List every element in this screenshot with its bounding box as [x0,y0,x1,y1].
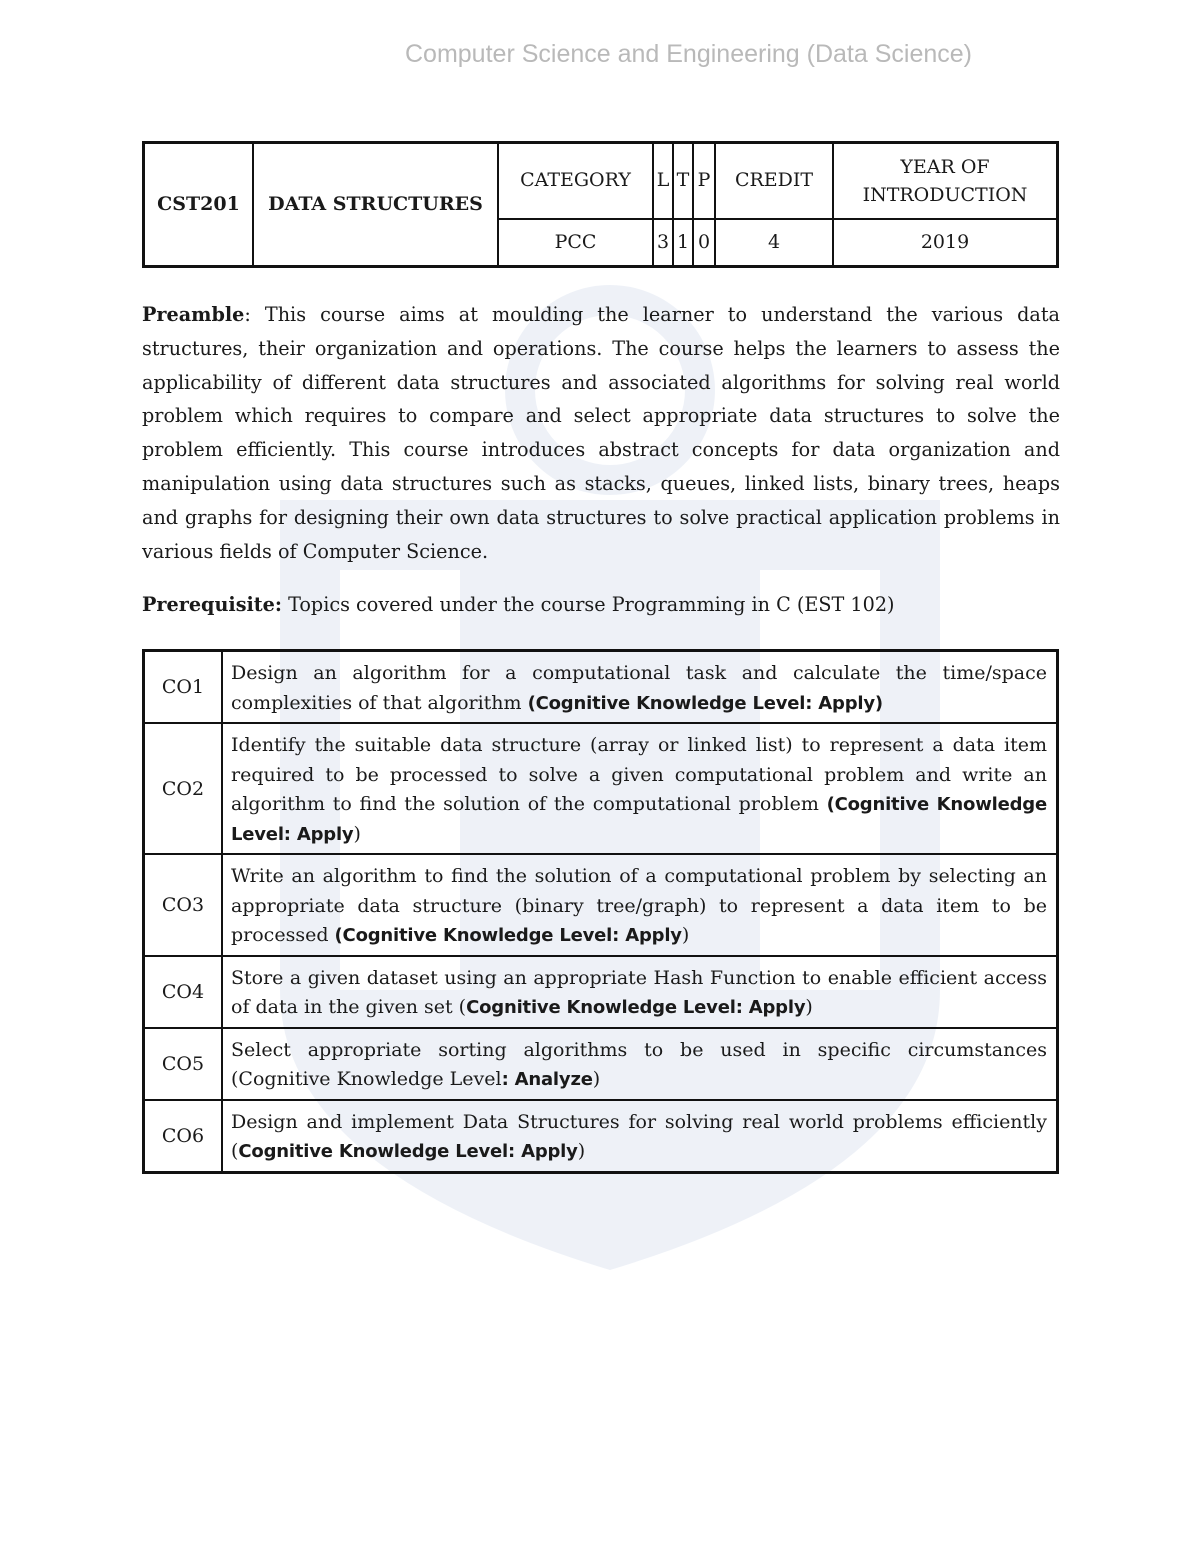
outcome-description [222,956,1058,1028]
preamble-label: Preamble [142,303,245,326]
l-label: L [653,143,673,219]
year-label: YEAR OF INTRODUCTION [833,143,1058,219]
outcome-row [144,1028,1058,1100]
outcome-description [222,1100,1058,1173]
outcome-id: CO1 [144,651,223,724]
outcome-level: (Cognitive Knowledge Level: Apply) [527,692,883,714]
outcome-text: Design and implement Data Structures for solving real world problems efficiently ( [231,1110,1047,1162]
credit-label: CREDIT [715,143,833,219]
outcome-text: Write an algorithm to find the solution of a computational problem by selecting an appropriate data structure (binary tree/graph) to represent a data item to be processed [231,865,1047,946]
outcome-row [144,854,1058,956]
outcome-description [222,1028,1058,1100]
outcome-text: Identify the suitable data structure (array or linked list) to represent a data item required to be processed to solve a given computational problem and write an algorithm to find the solution of the computational problem [231,734,1047,815]
outcome-level: (Cognitive Knowledge Level: Apply [334,925,682,946]
outcome-description [222,723,1058,854]
category-value: PCC [498,219,653,267]
outcome-description [222,651,1058,724]
outcome-tail: ) [577,1140,586,1162]
p-value: 0 [693,219,715,267]
t-value: 1 [673,219,693,267]
outcome-tail: ) [353,822,361,845]
prerequisite-paragraph [142,588,1060,622]
outcome-text: Store a given dataset using an appropriate Hash Function to enable efficient access of data in the given set ( [231,966,1047,1018]
l-value: 3 [653,219,673,267]
page-header-title: Computer Science and Engineering (Data Science) [405,40,972,68]
outcome-id: CO4 [144,956,223,1028]
preamble-paragraph [142,298,1060,568]
outcome-row [144,651,1058,724]
outcome-id: CO3 [144,854,223,956]
course-code: CST201 [144,143,254,267]
outcome-tail: ) [592,1068,601,1090]
category-label: CATEGORY [498,143,653,219]
outcome-tail: ) [681,924,690,946]
t-label: T [673,143,693,219]
outcome-level: : Analyze [501,1069,593,1090]
outcome-description [222,854,1058,956]
outcome-row [144,723,1058,854]
preamble-text: : This course aims at moulding the learner to understand the various data structures, their organization and operations. The course helps the learners to assess the applicability of different data structures and associated algorithms for solving real world problem which requires to compare and select appropriate data structures to solve the problem efficiently. This course introduces abstract concepts for data organization and manipulation using data structures such as stacks, queues, linked lists, binary trees, heaps and graphs for designing their own data structures to solve practical application problems in various fields of Computer Science. [142,303,1060,563]
outcome-id: CO5 [144,1028,223,1100]
course-outcomes-table [142,649,1059,1174]
outcome-level: (Cognitive Knowledge Level: Apply [231,794,1047,845]
p-label: P [693,143,715,219]
outcome-level: Cognitive Knowledge Level: Apply [466,997,806,1018]
year-value: 2019 [833,219,1058,267]
prerequisite-label: Prerequisite: [142,593,282,616]
outcome-level: Cognitive Knowledge Level: Apply [238,1141,578,1162]
outcome-id: CO2 [144,723,223,854]
outcome-id: CO6 [144,1100,223,1173]
course-name: DATA STRUCTURES [253,143,498,267]
credit-value: 4 [715,219,833,267]
prerequisite-text: Topics covered under the course Programming in C (EST 102) [281,593,895,616]
outcome-row [144,1100,1058,1173]
outcome-text: Design an algorithm for a computational task and calculate the time/space complexities of that algorithm [231,662,1047,714]
outcome-text: Select appropriate sorting algorithms to be used in specific circumstances (Cognitive Knowledge Level [231,1038,1047,1090]
outcome-row [144,956,1058,1028]
outcome-tail: ) [805,996,813,1018]
course-info-table [142,141,1059,268]
